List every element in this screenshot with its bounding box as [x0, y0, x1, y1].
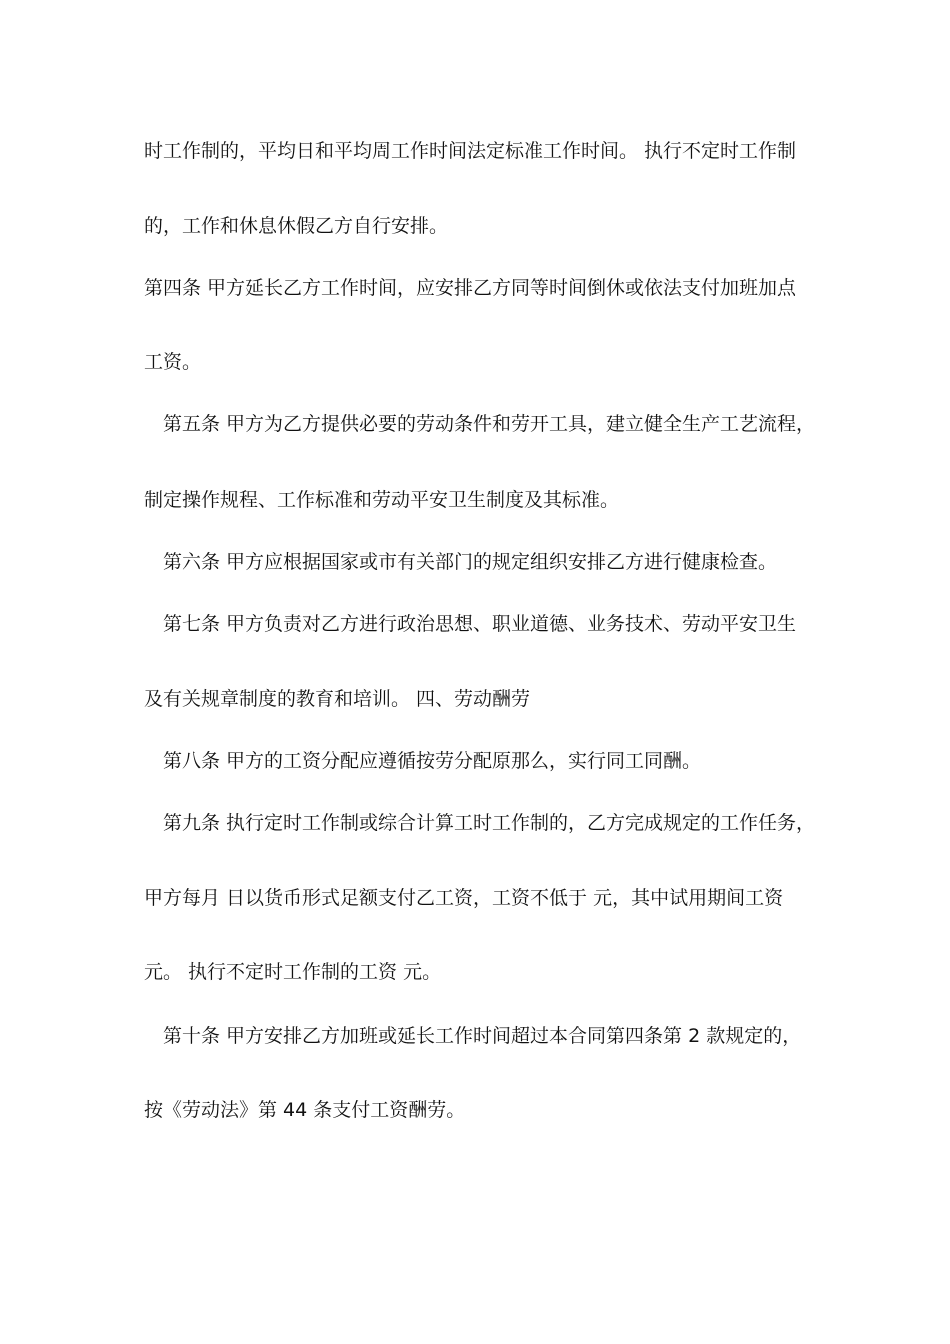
text-line: 制定操作规程、工作标准和劳动平安卫生制度及其标准。 [144, 489, 620, 511]
text-line: 按《劳动法》第 44 条支付工资酬劳。 [144, 1099, 466, 1121]
section-heading-line: 及有关规章制度的教育和培训。 四、劳动酬劳 [144, 688, 531, 710]
article-5-line: 第五条 甲方为乙方提供必要的劳动条件和劳开工具，建立健全生产工艺流程， [163, 413, 816, 435]
article-8-line: 第八条 甲方的工资分配应遵循按劳分配原那么，实行同工同酬。 [163, 750, 702, 772]
text-line: 的，工作和休息休假乙方自行安排。 [144, 215, 449, 237]
article-9-line: 第九条 执行定时工作制或综合计算工时工作制的，乙方完成规定的工作任务， [163, 812, 816, 834]
text-line: 工资。 [144, 351, 202, 373]
text-line: 时工作制的，平均日和平均周工作时间法定标准工作时间。 执行不定时工作制 [144, 140, 797, 162]
text-line: 元。 执行不定时工作制的工资 元。 [144, 961, 442, 983]
text-line: 甲方每月 日以货币形式足额支付乙工资，工资不低于 元，其中试用期间工资 [144, 887, 784, 909]
article-6-line: 第六条 甲方应根据国家或市有关部门的规定组织安排乙方进行健康检查。 [163, 551, 778, 573]
article-10-line: 第十条 甲方安排乙方加班或延长工作时间超过本合同第四条第 2 款规定的， [163, 1025, 802, 1047]
article-4-line: 第四条 甲方延长乙方工作时间，应安排乙方同等时间倒休或依法支付加班加点 [144, 277, 797, 299]
article-7-line: 第七条 甲方负责对乙方进行政治思想、职业道德、业务技术、劳动平安卫生 [163, 613, 797, 635]
